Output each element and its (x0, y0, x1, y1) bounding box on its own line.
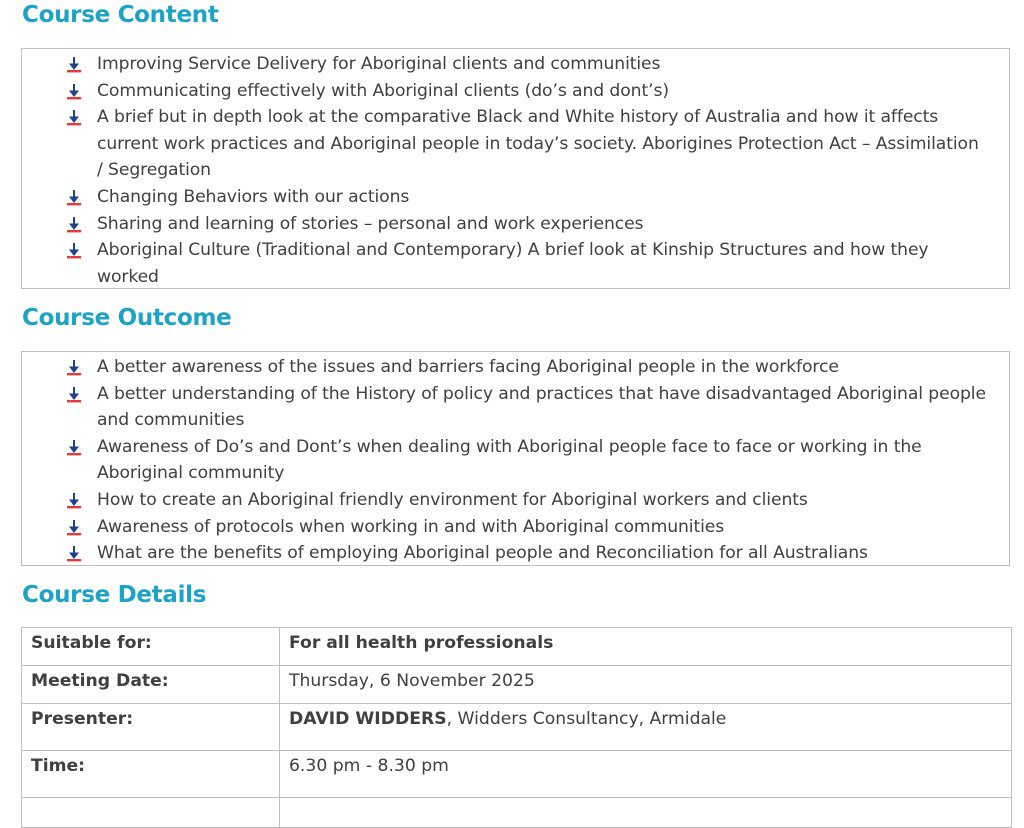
down-arrow-bullet-icon (67, 546, 81, 562)
course-outcome-heading: Course Outcome (22, 305, 232, 331)
down-arrow-bullet-icon (67, 387, 81, 403)
list-item (22, 540, 1009, 567)
list-item-text: Communicating effectively with Aboriginal clients (do’s and dont’s) (97, 80, 669, 101)
list-item (22, 78, 1009, 105)
suitable-for-label: Suitable for: (22, 628, 280, 666)
presenter-affiliation: , Widders Consultancy, Armidale (446, 709, 727, 729)
list-item (22, 354, 1009, 381)
partial-row-value (280, 798, 1012, 828)
table-row-time (22, 751, 1012, 798)
list-item (22, 434, 1009, 487)
course-content-box (21, 48, 1010, 289)
presenter-value (280, 704, 1012, 751)
down-arrow-bullet-icon (67, 57, 81, 73)
course-outcome-list (22, 352, 1009, 567)
list-item (22, 381, 1009, 434)
course-details-heading: Course Details (22, 582, 207, 608)
suitable-for-value: For all health professionals (280, 628, 1012, 666)
list-item-text: Awareness of Do’s and Dont’s when dealing with Aboriginal people face to face or working in the Aboriginal community (97, 436, 922, 484)
meeting-date-label: Meeting Date: (22, 666, 280, 704)
meeting-date-value: Thursday, 6 November 2025 (280, 666, 1012, 704)
down-arrow-bullet-icon (67, 493, 81, 509)
down-arrow-bullet-icon (67, 360, 81, 376)
list-item-text: A better understanding of the History of policy and practices that have disadvantaged Aboriginal people and communities (97, 383, 986, 431)
list-item (22, 104, 1009, 184)
partial-row-label (22, 798, 280, 828)
course-content-list (22, 49, 1009, 290)
presenter-name: DAVID WIDDERS (289, 709, 447, 729)
list-item-text: Changing Behaviors with our actions (97, 186, 410, 207)
list-item-text: Sharing and learning of stories – personal and work experiences (97, 213, 644, 234)
table-row-suitable-for (22, 628, 1012, 666)
time-label: Time: (22, 751, 280, 798)
list-item (22, 237, 1009, 290)
list-item-text: A brief but in depth look at the comparative Black and White history of Australia and how it affects current work practices and Aboriginal people in today’s society. Aborigines Protection Act – Assimilation / Segregation (97, 107, 979, 181)
down-arrow-bullet-icon (67, 110, 81, 126)
down-arrow-bullet-icon (67, 440, 81, 456)
time-value: 6.30 pm - 8.30 pm (280, 751, 1012, 798)
list-item (22, 514, 1009, 541)
list-item-text: A better awareness of the issues and barriers facing Aboriginal people in the workforce (97, 357, 839, 377)
down-arrow-bullet-icon (67, 520, 81, 536)
down-arrow-bullet-icon (67, 243, 81, 259)
down-arrow-bullet-icon (67, 217, 81, 233)
list-item-text: Aboriginal Culture (Traditional and Contemporary) A brief look at Kinship Structures and how they worked (97, 240, 929, 287)
list-item (22, 211, 1009, 238)
down-arrow-bullet-icon (67, 84, 81, 100)
list-item (22, 487, 1009, 514)
course-content-heading: Course Content (22, 2, 219, 28)
presenter-label: Presenter: (22, 704, 280, 751)
list-item-text: Awareness of protocols when working in and with Aboriginal communities (97, 516, 725, 537)
list-item-text: Improving Service Delivery for Aboriginal clients and communities (97, 54, 661, 74)
course-outcome-box (21, 351, 1010, 566)
course-details-table (21, 627, 1012, 828)
down-arrow-bullet-icon (67, 190, 81, 206)
list-item-text: What are the benefits of employing Aboriginal people and Reconciliation for all Australians (97, 543, 868, 564)
list-item-text: How to create an Aboriginal friendly environment for Aboriginal workers and clients (97, 489, 808, 510)
table-row-partial (22, 798, 1012, 828)
list-item (22, 184, 1009, 211)
table-row-presenter (22, 704, 1012, 751)
table-row-meeting-date (22, 666, 1012, 704)
list-item (22, 51, 1009, 78)
